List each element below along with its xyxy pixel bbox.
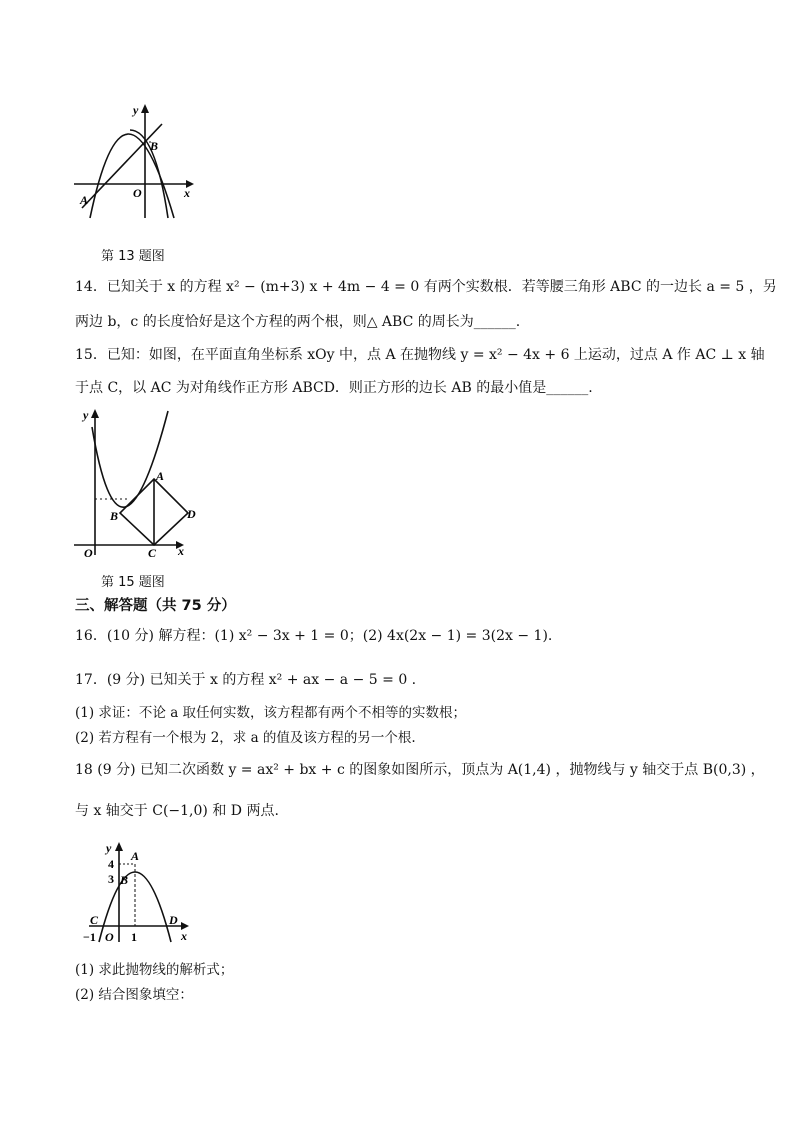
fig15-y-arrow bbox=[91, 409, 99, 418]
fig18-tick-1: 1 bbox=[131, 930, 137, 944]
fig18-tick-3: 3 bbox=[108, 872, 114, 886]
q18-line-1: 18 (9 分) 已知二次函数 y = ax² + bx + c 的图象如图所示，顶点为 A(1,4) ，抛物线与 y 轴交于点 B(0,3) ， bbox=[75, 762, 765, 778]
fig15-label-d: D bbox=[187, 507, 196, 521]
q16-line: 16．(10 分) 解方程：(1) x² − 3x + 1 = 0；(2) 4x(2x − 1) = 3(2x − 1). bbox=[75, 628, 553, 644]
q15-line-2: 于点 C，以 AC 为对角线作正方形 ABCD．则正方形的边长 AB 的最小值是______. bbox=[75, 380, 593, 396]
fig18-label-d: D bbox=[169, 913, 178, 927]
fig18-label-c: C bbox=[90, 913, 99, 927]
fig13-y-arrow bbox=[141, 104, 149, 113]
fig15-parabola bbox=[92, 411, 168, 507]
fig15-label-origin: O bbox=[84, 546, 93, 560]
fig18-tick-minus1: −1 bbox=[83, 930, 96, 944]
fig13-parabola bbox=[90, 134, 174, 218]
fig15-label-y: y bbox=[83, 408, 89, 422]
fig13-label-x: x bbox=[184, 186, 190, 200]
fig18-label-origin: O bbox=[105, 930, 114, 944]
q18-part-1: (1) 求此抛物线的解析式； bbox=[75, 962, 234, 978]
fig18-label-x: x bbox=[181, 929, 187, 943]
fig13-label-b: B bbox=[150, 139, 159, 153]
q17-part-1: (1) 求证：不论 a 取任何实数，该方程都有两个不相等的实数根； bbox=[75, 705, 467, 721]
fig15-label-a: A bbox=[156, 469, 165, 483]
section-3-heading: 三、解答题（共 75 分） bbox=[75, 598, 236, 614]
fig18-label-b: B bbox=[120, 873, 129, 887]
fig18-tick-4: 4 bbox=[108, 857, 114, 871]
q17-stem: 17．(9 分) 已知关于 x 的方程 x² + ax − a − 5 = 0 . bbox=[75, 672, 417, 688]
fig13-label-y: y bbox=[133, 103, 139, 117]
fig13-label-origin: O bbox=[133, 186, 142, 200]
fig18-label-y: y bbox=[106, 841, 112, 855]
fig13-label-a: A bbox=[80, 193, 89, 207]
fig13-curve-2 bbox=[130, 130, 168, 218]
fig15-caption: 第 15 题图 bbox=[101, 575, 165, 590]
q18-part-2: (2) 结合图象填空： bbox=[75, 987, 193, 1003]
q14-line-2: 两边 b，c 的长度恰好是这个方程的两个根，则△ ABC 的周长为______. bbox=[75, 314, 521, 330]
q17-part-2: (2) 若方程有一个根为 2，求 a 的值及该方程的另一个根. bbox=[75, 730, 416, 746]
q18-line-2: 与 x 轴交于 C(−1,0) 和 D 两点. bbox=[75, 803, 279, 819]
fig13-caption: 第 13 题图 bbox=[101, 249, 165, 264]
figure-15 bbox=[70, 405, 200, 565]
fig15-label-b: B bbox=[110, 509, 119, 523]
fig15-label-c: C bbox=[148, 546, 157, 560]
fig18-label-a: A bbox=[131, 849, 140, 863]
figure-13 bbox=[70, 100, 210, 225]
fig18-y-arrow bbox=[115, 842, 123, 851]
q14-line-1: 14．已知关于 x 的方程 x² − (m+3) x + 4m − 4 = 0 有两个实数根．若等腰三角形 ABC 的一边长 a = 5 ，另 bbox=[75, 279, 777, 295]
fig15-label-x: x bbox=[178, 544, 184, 558]
figure-18 bbox=[75, 838, 200, 950]
q15-line-1: 15．已知：如图，在平面直角坐标系 xOy 中，点 A 在抛物线 y = x² − 4x + 6 上运动，过点 A 作 AC ⊥ x 轴 bbox=[75, 347, 765, 363]
